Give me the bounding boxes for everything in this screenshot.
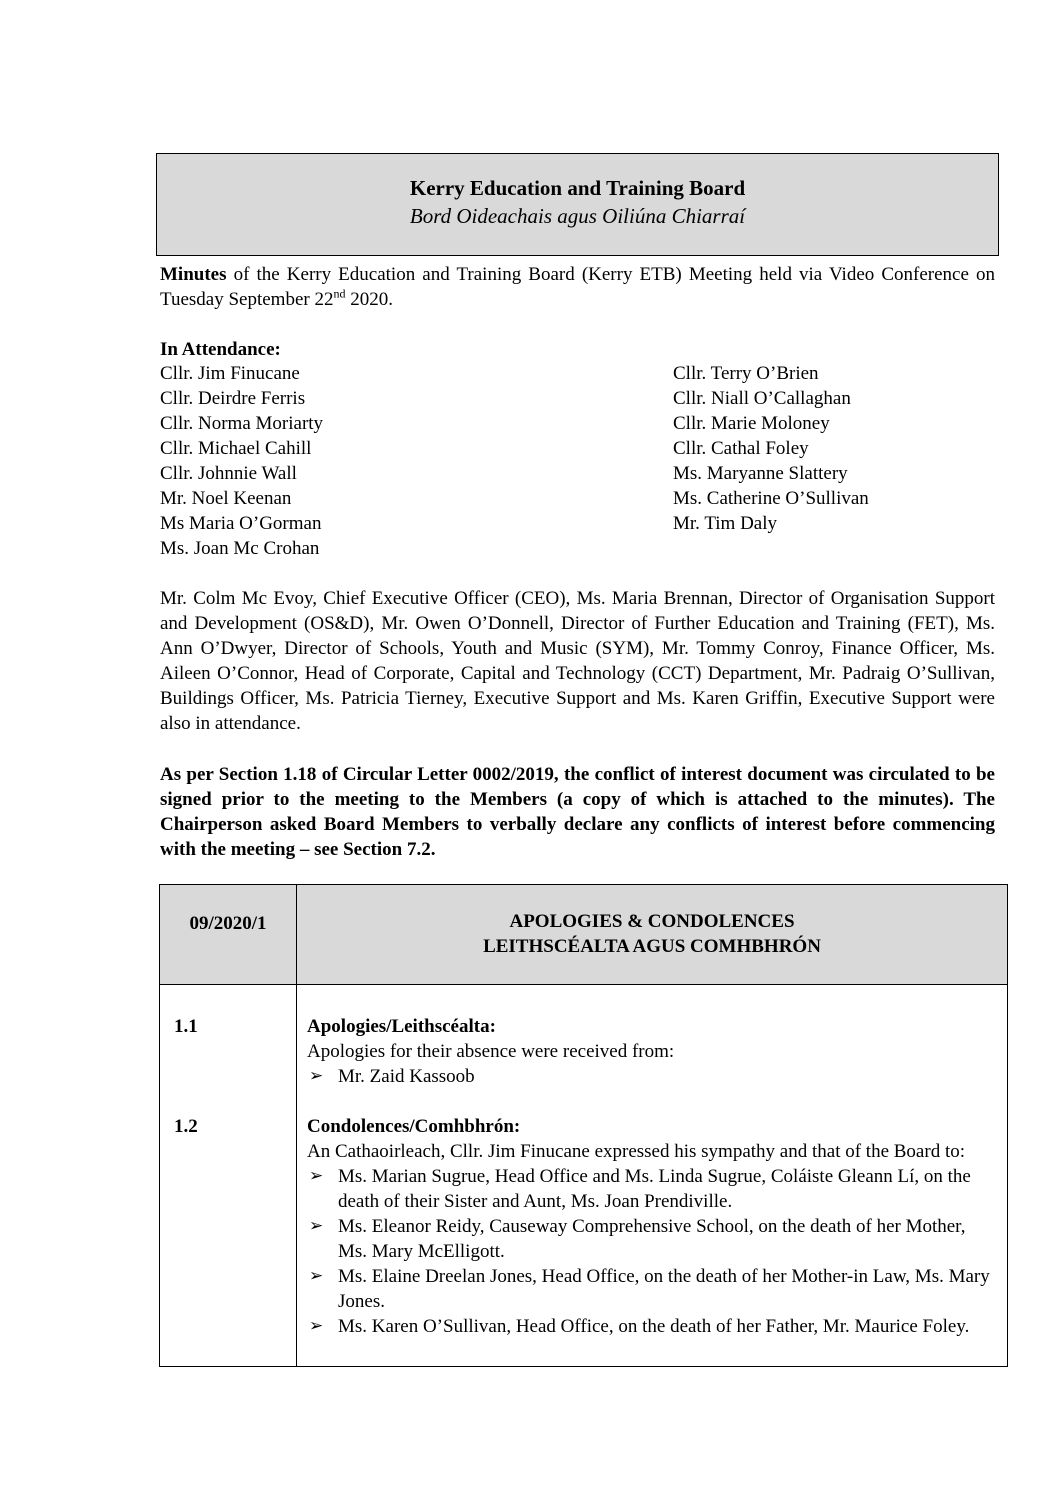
conflict-of-interest-notice: As per Section 1.18 of Circular Letter 0002/2019, the conflict of interest document was circulated to be signed prior to the meeting to the Members (a copy of which is attached to the minutes). The Chairperson asked Board Members to verbally declare any conflicts of interest before commencing with the meeting – see Section 7.2. [160, 764, 995, 860]
apologies-list [307, 1064, 999, 1089]
attendee: Mr. Noel Keenan [160, 488, 292, 509]
attendee: Cllr. Johnnie Wall [160, 463, 297, 484]
arrow-bullet-icon: ➢ [309, 1066, 324, 1086]
intro-text: of the Kerry Education and Training Board (Kerry ETB) Meeting held via Video Conference on Tuesday September 22 [160, 264, 995, 310]
list-item: ➢ Ms. Eleanor Reidy, Causeway Comprehensive School, on the death of her Mother, Ms. Mary McElligott. [309, 1216, 966, 1262]
attendee: Ms Maria O’Gorman [160, 513, 322, 534]
attendee: Ms. Maryanne Slattery [673, 463, 848, 484]
attendee: Cllr. Niall O’Callaghan [673, 388, 851, 409]
condolences-title: Condolences/Comhbhrón: [307, 1116, 521, 1137]
attendee: Ms. Joan Mc Crohan [160, 538, 320, 559]
section-numbers-cell [160, 985, 297, 1367]
attendee: Mr. Tim Daly [673, 513, 778, 534]
arrow-bullet-icon: ➢ [309, 1216, 324, 1236]
apologies-text: Apologies for their absence were received from: [307, 1041, 675, 1062]
attendee: Cllr. Cathal Foley [673, 438, 809, 459]
section-number: 1.1 [174, 1016, 198, 1037]
header-box [156, 153, 999, 256]
attendee: Cllr. Jim Finucane [160, 363, 300, 384]
intro-end: 2020. [345, 289, 393, 310]
attendee: Ms. Catherine O’Sullivan [673, 488, 869, 509]
apologies-title: Apologies/Leithscéalta: [307, 1016, 496, 1037]
attendee: Cllr. Deirdre Ferris [160, 388, 306, 409]
list-item: ➢ Ms. Karen O’Sullivan, Head Office, on the death of her Father, Mr. Maurice Foley. [309, 1316, 970, 1337]
attendance-right-column [673, 361, 869, 536]
item-title-en: APOLOGIES & CONDOLENCES [509, 910, 795, 932]
condolences-list [307, 1164, 999, 1339]
condolences-text: An Cathaoirleach, Cllr. Jim Finucane expressed his sympathy and that of the Board to: [307, 1141, 966, 1162]
item-number-cell [160, 885, 297, 985]
attendee: Cllr. Marie Moloney [673, 413, 830, 434]
also-attending-paragraph: Mr. Colm Mc Evoy, Chief Executive Officer (CEO), Ms. Maria Brennan, Director of Organisation Support and Development (OS&D), Mr. Owen O’Donnell, Director of Further Education and Training (FET), Ms. Ann O’Dwyer, Director of Schools, Youth and Music (SYM), Mr. Tommy Conroy, Finance Officer, Ms. Aileen O’Connor, Head of Corporate, Capital and Technology (CCT) Department, Mr. Padraig O’Sullivan, Buildings Officer, Ms. Patricia Tierney, Executive Support and Ms. Karen Griffin, Executive Support were also in attendance. [160, 588, 995, 734]
board-title: Kerry Education and Training Board [409, 176, 746, 200]
intro-paragraph [160, 262, 995, 312]
item-title-ga: LEITHSCÉALTA AGUS COMHBHRÓN [483, 935, 821, 957]
section-number: 1.2 [174, 1116, 198, 1137]
arrow-bullet-icon: ➢ [309, 1316, 324, 1336]
intro-lead: Minutes [160, 264, 227, 285]
arrow-bullet-icon: ➢ [309, 1166, 324, 1186]
intro-sup: nd [333, 286, 346, 301]
board-subtitle: Bord Oideachais agus Oiliúna Chiarraí [409, 204, 746, 228]
table-body-row [160, 985, 1008, 1367]
attendee: Cllr. Norma Moriarty [160, 413, 324, 434]
attendee: Cllr. Michael Cahill [160, 438, 312, 459]
list-item: ➢ Mr. Zaid Kassoob [309, 1066, 475, 1087]
attendance-left-column [160, 361, 323, 561]
minutes-table [159, 884, 1008, 1367]
item-title-cell [297, 885, 1008, 985]
list-item: ➢ Ms. Elaine Dreelan Jones, Head Office, on the death of her Mother-in Law, Ms. Mary Jones. [309, 1266, 990, 1312]
arrow-bullet-icon: ➢ [309, 1266, 324, 1286]
item-number: 09/2020/1 [189, 913, 267, 934]
attendance-heading: In Attendance: [160, 339, 281, 360]
table-header-row [160, 885, 1008, 985]
attendee: Cllr. Terry O’Brien [673, 363, 819, 384]
list-item: ➢ Ms. Marian Sugrue, Head Office and Ms. Linda Sugrue, Coláiste Gleann Lí, on the death of their Sister and Aunt, Ms. Joan Prendiville. [309, 1166, 971, 1212]
section-content-cell [297, 985, 1008, 1367]
